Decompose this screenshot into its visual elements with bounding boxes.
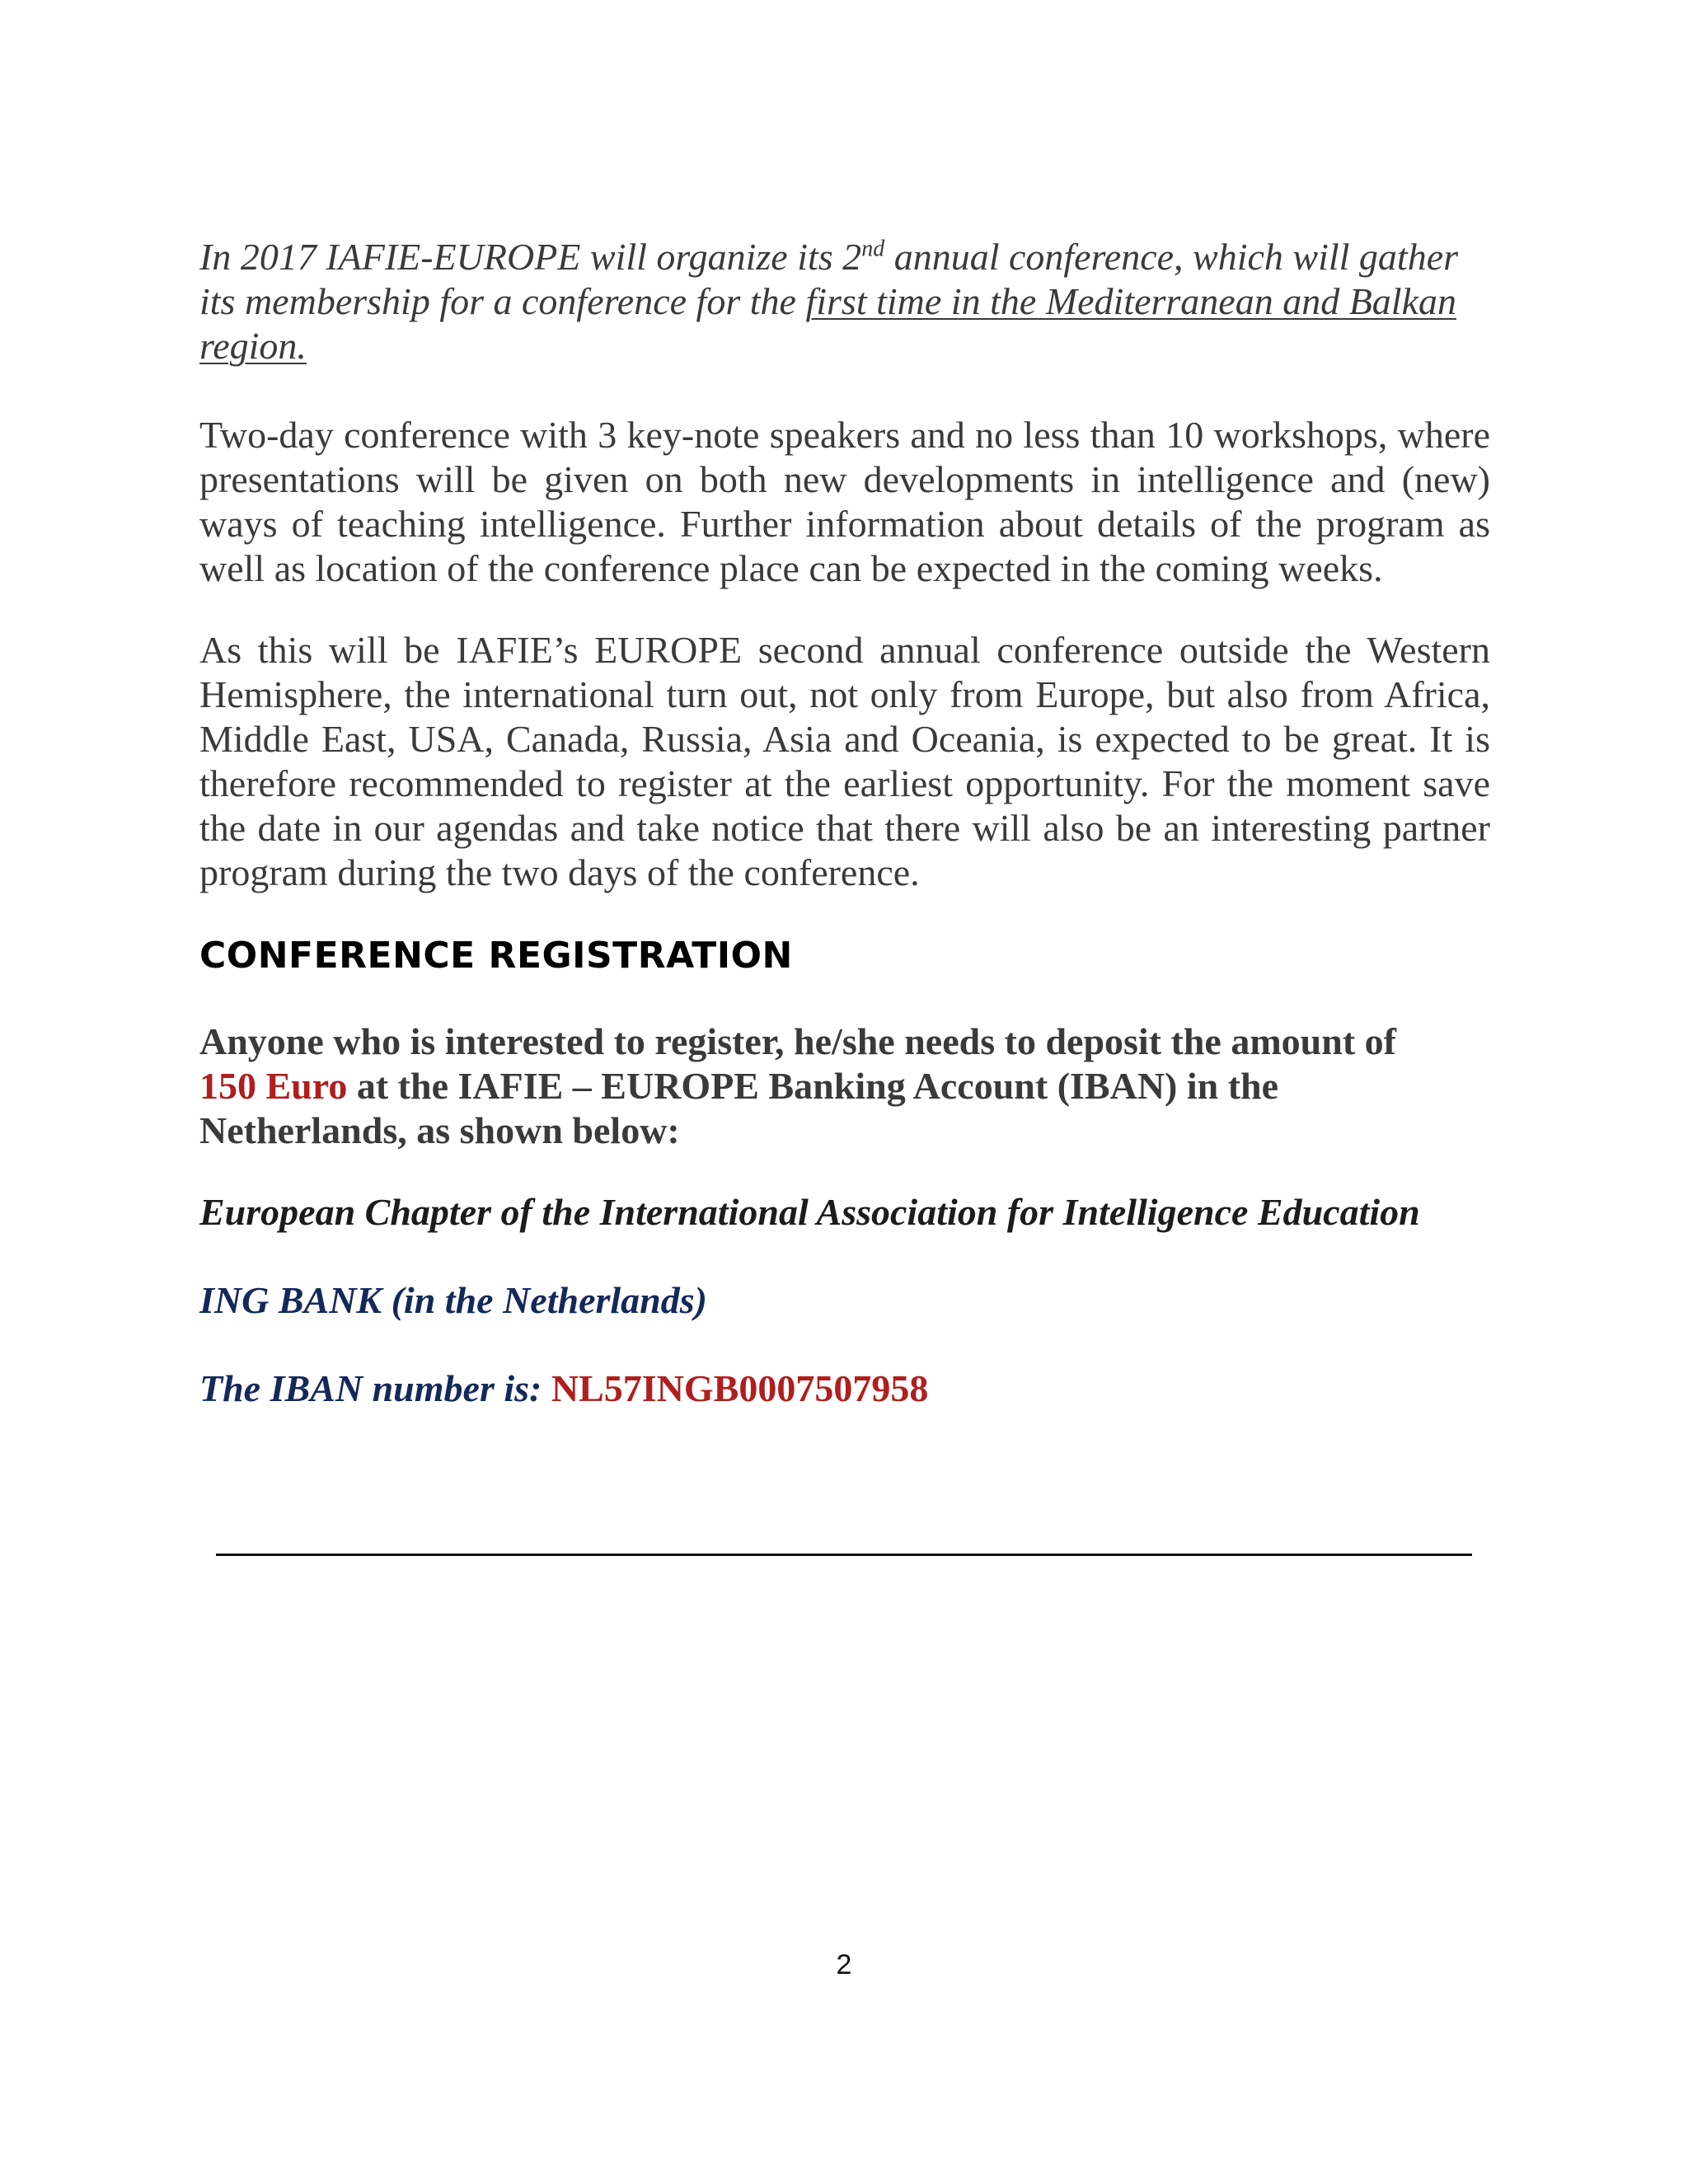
intro-text-start: In 2017 IAFIE-EUROPE will organize its 2 [199,236,862,278]
iban-label: The IBAN number is: [199,1367,551,1409]
registration-amount: 150 Euro [199,1065,348,1107]
page-content [199,235,1490,1411]
international-turnout-paragraph: As this will be IAFIE’s EUROPE second annual conference outside the Western Hemisphere, the international turn out, not only from Europe, but also from Africa, Middle East, USA, Canada, Russia, Asia and Oceania, is expected to be great. It is therefore recommended to register at the earliest opportunity. For the moment save the date in our agendas and take notice that there will also be an interesting partner program during the two days of the conference. [199,629,1490,893]
iban-number: NL57INGB0007507958 [551,1367,929,1409]
page-number: 2 [836,1949,852,1980]
iban-line [199,1366,1490,1411]
registration-text-end: at the IAFIE – EUROPE Banking Account (IBAN) in the Netherlands, as shown below: [199,1065,1279,1151]
ordinal-superscript: nd [861,236,885,262]
bank-name: ING BANK (in the Netherlands) [199,1279,707,1321]
organization-name: European Chapter of the International Association for Intelligence Education [199,1191,1420,1233]
horizontal-divider [216,1554,1472,1556]
registration-heading: CONFERENCE REGISTRATION [199,935,793,977]
registration-text-start: Anyone who is interested to register, he/she needs to deposit the amount of [199,1020,1396,1062]
registration-instructions [199,1019,1490,1153]
intro-text-middle: annual conference, which will gather its membership for a conference for the [199,236,1459,322]
intro-paragraph [199,235,1490,368]
conference-description-paragraph: Two-day conference with 3 key-note speakers and no less than 10 workshops, where presentations will be given on both new developments in intelligence and (new) ways of teaching intelligence. Further information about details of the program as well as location of the conference place can be expected in the coming weeks. [199,414,1490,589]
intro-underlined-text: first time in the Mediterranean and Balkan region. [199,280,1456,367]
